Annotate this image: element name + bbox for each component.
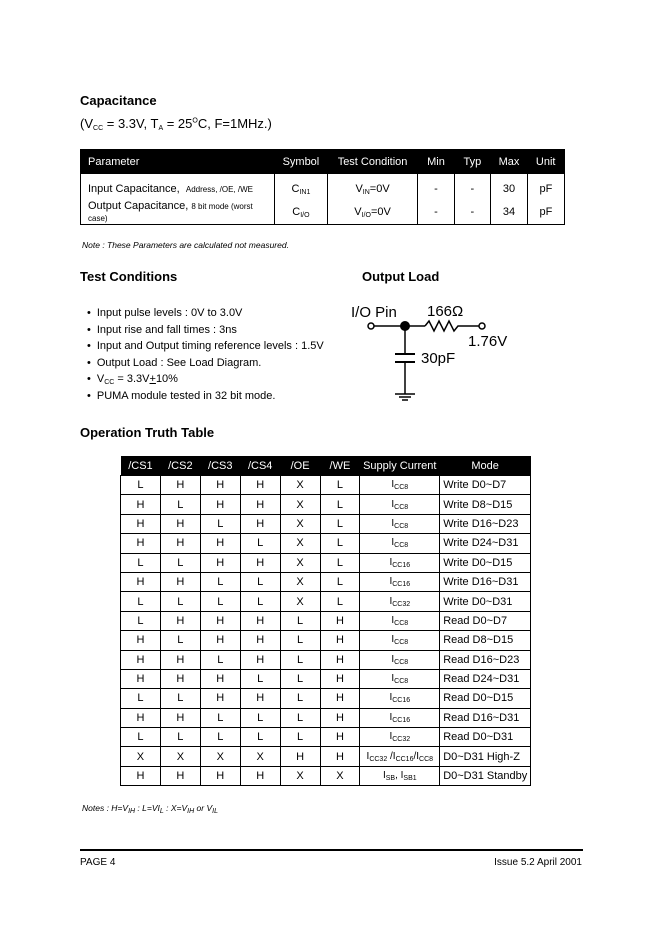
col-oe: /OE <box>280 456 320 476</box>
col-min: Min <box>418 150 454 175</box>
page-number: PAGE 4 <box>80 857 116 868</box>
table-row: H H L L L H $I_{CC16}$ Read D16~D31 <box>121 708 531 727</box>
col-cs1: /CS1 <box>121 456 161 476</box>
footer-divider <box>80 849 583 851</box>
col-symbol: Symbol <box>275 150 328 175</box>
table-row: H H H L X L $I_{CC8}$ Write D24~D31 <box>121 534 531 553</box>
io-pin-label: I/O Pin <box>351 304 397 321</box>
table-row: H L H H X L $I_{CC8}$ Write D8~D15 <box>121 495 531 514</box>
capacitance-header-row <box>81 150 565 175</box>
truth-table <box>120 456 531 786</box>
list-item: • Input pulse levels : 0V to 3.0V <box>87 305 324 322</box>
table-row: Output Capacitance, 8 bit mode (worst case) $C_{I/O}$ $V_{I/O}=0V$ - - 34 pF <box>81 200 565 225</box>
voltage-label: 1.76V <box>468 333 508 350</box>
col-max: Max <box>491 150 528 175</box>
list-item: • PUMA module tested in 32 bit mode. <box>87 388 324 405</box>
table-row: H L H H L H $I_{CC8}$ Read D8~D15 <box>121 631 531 650</box>
col-cs2: /CS2 <box>160 456 200 476</box>
truth-table-heading: Operation Truth Table <box>80 425 215 440</box>
output-load-diagram <box>345 295 515 410</box>
col-supply-current: Supply Current <box>360 456 440 476</box>
col-unit: Unit <box>527 150 564 175</box>
capacitance-conditions: ($V_{CC} = 3.3V$, $T_A = 25^OC$, F=1MHz.) <box>80 116 272 132</box>
col-mode: Mode <box>440 456 531 476</box>
col-test-condition: Test Condition <box>327 150 418 175</box>
issue-date: Issue 5.2 April 2001 <box>494 857 582 868</box>
capacitance-heading: Capacitance <box>80 93 157 108</box>
test-conditions-list <box>87 305 324 405</box>
table-row: L H H H L H $I_{CC8}$ Read D0~D7 <box>121 611 531 630</box>
capacitor-label: 30pF <box>421 350 456 367</box>
resistor-label: 166Ω <box>427 303 464 320</box>
list-item: • Input rise and fall times : 3ns <box>87 322 324 339</box>
list-item: • Output Load : See Load Diagram. <box>87 355 324 372</box>
table-row: X X X X H H $I_{CC32}$ $/I_{CC16}/I_{CC8}$ D0~D31 High-Z <box>121 747 531 766</box>
table-row: H H L H L H $I_{CC8}$ Read D16~D23 <box>121 650 531 669</box>
test-conditions-heading: Test Conditions <box>80 269 178 284</box>
truth-table-header-row <box>121 456 531 476</box>
output-load-heading: Output Load <box>362 269 440 284</box>
col-typ: Typ <box>454 150 490 175</box>
list-item: • Input and Output timing reference levels : 1.5V <box>87 338 324 355</box>
table-row: Input Capacitance, Address, /OE, /WE $C_{IN1}$ $V_{IN}=0V$ - - 30 pF <box>81 174 565 200</box>
table-row: H H H L L H $I_{CC8}$ Read D24~D31 <box>121 669 531 688</box>
pin-terminal <box>368 323 374 329</box>
voltage-terminal <box>479 323 485 329</box>
resistor-symbol <box>425 321 479 331</box>
list-item: • $V_{CC} = 3.3V+10\%$ <box>87 371 324 388</box>
table-row: L L H H X L $I_{CC16}$ Write D0~D15 <box>121 553 531 572</box>
table-row: L H H H X L $I_{CC8}$ Write D0~D7 <box>121 476 531 495</box>
table-row: L L H H L H $I_{CC16}$ Read D0~D15 <box>121 689 531 708</box>
capacitance-table <box>80 149 565 225</box>
table-row: H H L L X L $I_{CC16}$ Write D16~D31 <box>121 572 531 591</box>
table-row: H H L H X L $I_{CC8}$ Write D16~D23 <box>121 514 531 533</box>
table-row: H H H H X X $I_{SB}$, $I_{SB1}$ D0~D31 Standby <box>121 766 531 785</box>
col-cs4: /CS4 <box>240 456 280 476</box>
col-parameter: Parameter <box>81 150 275 175</box>
col-cs3: /CS3 <box>200 456 240 476</box>
truth-table-notes: Notes : $H=V_{IH}$ : $L=VI_L$ : $X=V_{IH}$ or $V_{IL}$ <box>82 803 218 815</box>
capacitance-note: Note : These Parameters are calculated not measured. <box>82 240 289 250</box>
table-row: L L L L L H $I_{CC32}$ Read D0~D31 <box>121 728 531 747</box>
col-we: /WE <box>320 456 360 476</box>
table-row: L L L L X L $I_{CC32}$ Write D0~D31 <box>121 592 531 611</box>
